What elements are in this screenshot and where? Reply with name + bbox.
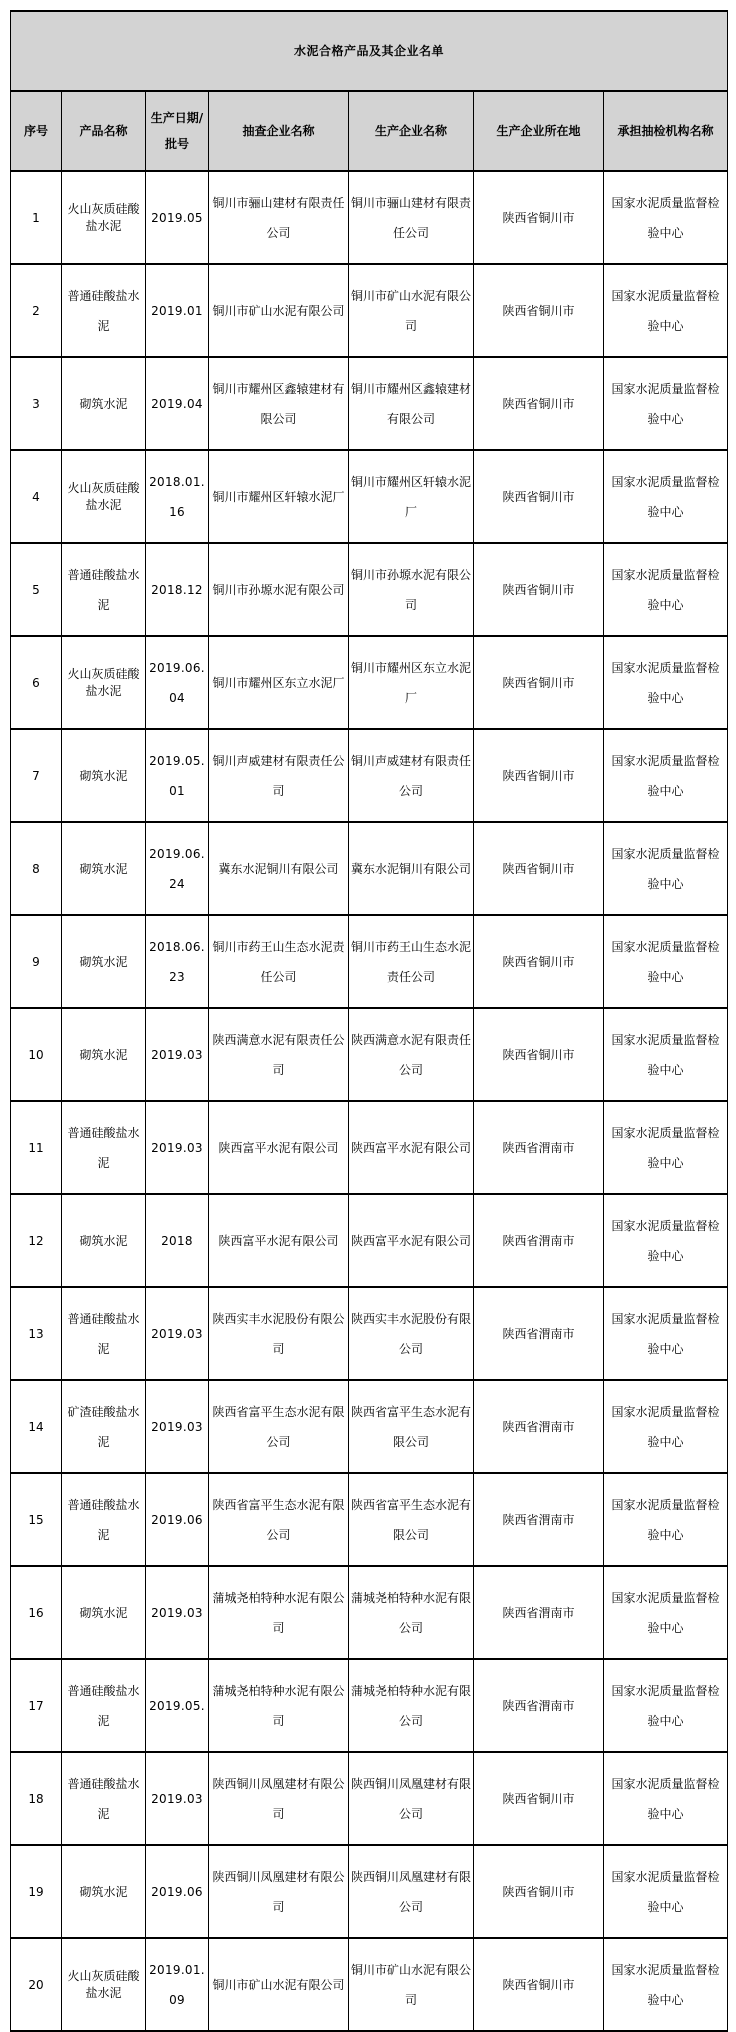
cell-product: 砌筑水泥 — [62, 1008, 146, 1101]
cell-sampled_company: 陕西富平水泥有限公司 — [209, 1101, 349, 1194]
title-row — [11, 11, 728, 91]
table-row — [11, 1287, 728, 1380]
cell-date: 2018.01.16 — [146, 450, 209, 543]
cell-agency: 国家水泥质量监督检验中心 — [604, 1194, 728, 1287]
table-row — [11, 729, 728, 822]
cell-agency: 国家水泥质量监督检验中心 — [604, 1008, 728, 1101]
column-header-date: 生产日期/批号 — [146, 91, 209, 171]
cell-product: 普通硅酸盐水泥 — [62, 543, 146, 636]
table-title: 水泥合格产品及其企业名单 — [11, 11, 728, 91]
cell-date: 2019.03 — [146, 1380, 209, 1473]
cell-agency: 国家水泥质量监督检验中心 — [604, 636, 728, 729]
cell-producer: 铜川市耀州区轩辕水泥厂 — [349, 450, 474, 543]
cell-producer: 冀东水泥铜川有限公司 — [349, 822, 474, 915]
table-row — [11, 1380, 728, 1473]
table-row — [11, 450, 728, 543]
cell-location: 陕西省铜川市 — [474, 729, 604, 822]
cell-date: 2019.03 — [146, 1752, 209, 1845]
cell-agency: 国家水泥质量监督检验中心 — [604, 1380, 728, 1473]
cell-date: 2019.05 — [146, 171, 209, 264]
table-row — [11, 915, 728, 1008]
cell-sampled_company: 陕西省富平生态水泥有限公司 — [209, 1473, 349, 1566]
cell-producer: 铜川声威建材有限责任公司 — [349, 729, 474, 822]
cell-date: 2019.06.24 — [146, 822, 209, 915]
column-header-location: 生产企业所在地 — [474, 91, 604, 171]
cell-location: 陕西省渭南市 — [474, 1566, 604, 1659]
cell-agency: 国家水泥质量监督检验中心 — [604, 357, 728, 450]
cell-agency: 国家水泥质量监督检验中心 — [604, 1752, 728, 1845]
cell-seq: 15 — [11, 1473, 62, 1566]
cell-location: 陕西省渭南市 — [474, 1659, 604, 1752]
cell-producer: 陕西省富平生态水泥有限公司 — [349, 1473, 474, 1566]
cell-sampled_company: 铜川市药王山生态水泥责任公司 — [209, 915, 349, 1008]
cell-agency: 国家水泥质量监督检验中心 — [604, 1101, 728, 1194]
cell-product: 矿渣硅酸盐水泥 — [62, 1380, 146, 1473]
cell-product: 砌筑水泥 — [62, 1566, 146, 1659]
cell-date: 2019.03 — [146, 1008, 209, 1101]
cell-date: 2019.01.09 — [146, 1938, 209, 2031]
table-row — [11, 543, 728, 636]
cell-sampled_company: 铜川声威建材有限责任公司 — [209, 729, 349, 822]
cell-seq: 13 — [11, 1287, 62, 1380]
cell-location: 陕西省渭南市 — [474, 1473, 604, 1566]
cell-sampled_company: 陕西满意水泥有限责任公司 — [209, 1008, 349, 1101]
cell-seq: 2 — [11, 264, 62, 357]
cell-producer: 铜川市药王山生态水泥责任公司 — [349, 915, 474, 1008]
cell-product: 普通硅酸盐水泥 — [62, 1287, 146, 1380]
cell-date: 2019.05. — [146, 1659, 209, 1752]
column-header-seq: 序号 — [11, 91, 62, 171]
cell-date: 2019.04 — [146, 357, 209, 450]
table-row — [11, 264, 728, 357]
table-row — [11, 1473, 728, 1566]
cell-location: 陕西省铜川市 — [474, 1845, 604, 1938]
cell-product: 砌筑水泥 — [62, 822, 146, 915]
table-row — [11, 1008, 728, 1101]
cell-seq: 5 — [11, 543, 62, 636]
cell-product: 火山灰质硅酸盐水泥 — [62, 171, 146, 264]
cell-product: 普通硅酸盐水泥 — [62, 1659, 146, 1752]
cell-location: 陕西省铜川市 — [474, 1938, 604, 2031]
cell-producer: 蒲城尧柏特种水泥有限公司 — [349, 1659, 474, 1752]
cell-product: 砌筑水泥 — [62, 1845, 146, 1938]
table-row — [11, 1752, 728, 1845]
cell-seq: 20 — [11, 1938, 62, 2031]
cell-agency: 国家水泥质量监督检验中心 — [604, 1659, 728, 1752]
cell-agency: 国家水泥质量监督检验中心 — [604, 729, 728, 822]
cell-date: 2019.05.01 — [146, 729, 209, 822]
cell-seq: 14 — [11, 1380, 62, 1473]
cell-location: 陕西省铜川市 — [474, 543, 604, 636]
cell-date: 2019.03 — [146, 1287, 209, 1380]
cell-product: 砌筑水泥 — [62, 357, 146, 450]
cell-producer: 陕西铜川凤凰建材有限公司 — [349, 1845, 474, 1938]
cell-location: 陕西省铜川市 — [474, 636, 604, 729]
cell-producer: 陕西满意水泥有限责任公司 — [349, 1008, 474, 1101]
cell-producer: 陕西富平水泥有限公司 — [349, 1101, 474, 1194]
cell-date: 2018 — [146, 1194, 209, 1287]
table-row — [11, 171, 728, 264]
cell-sampled_company: 铜川市耀州区东立水泥厂 — [209, 636, 349, 729]
cell-date: 2019.03 — [146, 1101, 209, 1194]
table-row — [11, 1101, 728, 1194]
cell-seq: 9 — [11, 915, 62, 1008]
cell-seq: 18 — [11, 1752, 62, 1845]
cell-location: 陕西省铜川市 — [474, 822, 604, 915]
cell-sampled_company: 铜川市矿山水泥有限公司 — [209, 1938, 349, 2031]
cell-seq: 17 — [11, 1659, 62, 1752]
cell-location: 陕西省渭南市 — [474, 1194, 604, 1287]
cell-sampled_company: 陕西铜川凤凰建材有限公司 — [209, 1752, 349, 1845]
cell-seq: 12 — [11, 1194, 62, 1287]
cell-product: 普通硅酸盐水泥 — [62, 1473, 146, 1566]
cell-seq: 11 — [11, 1101, 62, 1194]
cell-producer: 铜川市矿山水泥有限公司 — [349, 264, 474, 357]
table-row — [11, 1659, 728, 1752]
cell-location: 陕西省铜川市 — [474, 1008, 604, 1101]
cell-seq: 1 — [11, 171, 62, 264]
table-body — [11, 171, 728, 2031]
cell-location: 陕西省铜川市 — [474, 171, 604, 264]
cell-agency: 国家水泥质量监督检验中心 — [604, 1938, 728, 2031]
cell-agency: 国家水泥质量监督检验中心 — [604, 1566, 728, 1659]
cell-producer: 蒲城尧柏特种水泥有限公司 — [349, 1566, 474, 1659]
table-row — [11, 822, 728, 915]
cell-agency: 国家水泥质量监督检验中心 — [604, 1473, 728, 1566]
cell-sampled_company: 陕西铜川凤凰建材有限公司 — [209, 1845, 349, 1938]
cell-seq: 19 — [11, 1845, 62, 1938]
cell-seq: 6 — [11, 636, 62, 729]
cell-sampled_company: 铜川市骊山建材有限责任公司 — [209, 171, 349, 264]
cell-date: 2019.06 — [146, 1473, 209, 1566]
cell-location: 陕西省铜川市 — [474, 450, 604, 543]
cell-producer: 铜川市耀州区东立水泥厂 — [349, 636, 474, 729]
cement-products-table — [10, 10, 728, 2032]
column-header-agency: 承担抽检机构名称 — [604, 91, 728, 171]
cell-agency: 国家水泥质量监督检验中心 — [604, 915, 728, 1008]
cell-sampled_company: 陕西实丰水泥股份有限公司 — [209, 1287, 349, 1380]
cell-agency: 国家水泥质量监督检验中心 — [604, 171, 728, 264]
cell-producer: 铜川市骊山建材有限责任公司 — [349, 171, 474, 264]
cell-date: 2019.03 — [146, 1566, 209, 1659]
cell-sampled_company: 铜川市耀州区鑫辕建材有限公司 — [209, 357, 349, 450]
cell-agency: 国家水泥质量监督检验中心 — [604, 1845, 728, 1938]
cell-location: 陕西省渭南市 — [474, 1101, 604, 1194]
table-row — [11, 1845, 728, 1938]
table-row — [11, 1566, 728, 1659]
table-row — [11, 1194, 728, 1287]
cell-product: 火山灰质硅酸盐水泥 — [62, 450, 146, 543]
cell-location: 陕西省铜川市 — [474, 357, 604, 450]
cell-seq: 10 — [11, 1008, 62, 1101]
header-row — [11, 91, 728, 171]
cell-location: 陕西省铜川市 — [474, 915, 604, 1008]
cell-seq: 7 — [11, 729, 62, 822]
column-header-producer: 生产企业名称 — [349, 91, 474, 171]
cell-product: 普通硅酸盐水泥 — [62, 1101, 146, 1194]
cell-agency: 国家水泥质量监督检验中心 — [604, 543, 728, 636]
cell-sampled_company: 冀东水泥铜川有限公司 — [209, 822, 349, 915]
cell-product: 普通硅酸盐水泥 — [62, 264, 146, 357]
cell-producer: 陕西实丰水泥股份有限公司 — [349, 1287, 474, 1380]
cell-date: 2018.06.23 — [146, 915, 209, 1008]
cell-product: 砌筑水泥 — [62, 729, 146, 822]
cell-location: 陕西省渭南市 — [474, 1287, 604, 1380]
cell-location: 陕西省铜川市 — [474, 264, 604, 357]
cell-sampled_company: 陕西省富平生态水泥有限公司 — [209, 1380, 349, 1473]
cell-producer: 陕西铜川凤凰建材有限公司 — [349, 1752, 474, 1845]
cell-product: 砌筑水泥 — [62, 1194, 146, 1287]
cell-producer: 铜川市孙塬水泥有限公司 — [349, 543, 474, 636]
cell-sampled_company: 铜川市矿山水泥有限公司 — [209, 264, 349, 357]
table-row — [11, 636, 728, 729]
cell-agency: 国家水泥质量监督检验中心 — [604, 264, 728, 357]
cell-sampled_company: 蒲城尧柏特种水泥有限公司 — [209, 1659, 349, 1752]
cell-sampled_company: 铜川市孙塬水泥有限公司 — [209, 543, 349, 636]
cell-location: 陕西省铜川市 — [474, 1752, 604, 1845]
table-row — [11, 1938, 728, 2031]
table-row — [11, 357, 728, 450]
cell-sampled_company: 蒲城尧柏特种水泥有限公司 — [209, 1566, 349, 1659]
cell-product: 火山灰质硅酸盐水泥 — [62, 636, 146, 729]
cell-seq: 8 — [11, 822, 62, 915]
cell-seq: 4 — [11, 450, 62, 543]
cell-producer: 陕西省富平生态水泥有限公司 — [349, 1380, 474, 1473]
cell-seq: 16 — [11, 1566, 62, 1659]
cell-date: 2019.06 — [146, 1845, 209, 1938]
cell-product: 火山灰质硅酸盐水泥 — [62, 1938, 146, 2031]
cell-producer: 铜川市矿山水泥有限公司 — [349, 1938, 474, 2031]
cell-date: 2019.01 — [146, 264, 209, 357]
cell-sampled_company: 铜川市耀州区轩辕水泥厂 — [209, 450, 349, 543]
cell-date: 2019.06.04 — [146, 636, 209, 729]
cell-product: 砌筑水泥 — [62, 915, 146, 1008]
cell-sampled_company: 陕西富平水泥有限公司 — [209, 1194, 349, 1287]
column-header-sampled-company: 抽查企业名称 — [209, 91, 349, 171]
cell-seq: 3 — [11, 357, 62, 450]
cell-producer: 铜川市耀州区鑫辕建材有限公司 — [349, 357, 474, 450]
cell-agency: 国家水泥质量监督检验中心 — [604, 1287, 728, 1380]
cell-agency: 国家水泥质量监督检验中心 — [604, 450, 728, 543]
cell-product: 普通硅酸盐水泥 — [62, 1752, 146, 1845]
cell-producer: 陕西富平水泥有限公司 — [349, 1194, 474, 1287]
column-header-product: 产品名称 — [62, 91, 146, 171]
cell-location: 陕西省渭南市 — [474, 1380, 604, 1473]
cell-date: 2018.12 — [146, 543, 209, 636]
cell-agency: 国家水泥质量监督检验中心 — [604, 822, 728, 915]
